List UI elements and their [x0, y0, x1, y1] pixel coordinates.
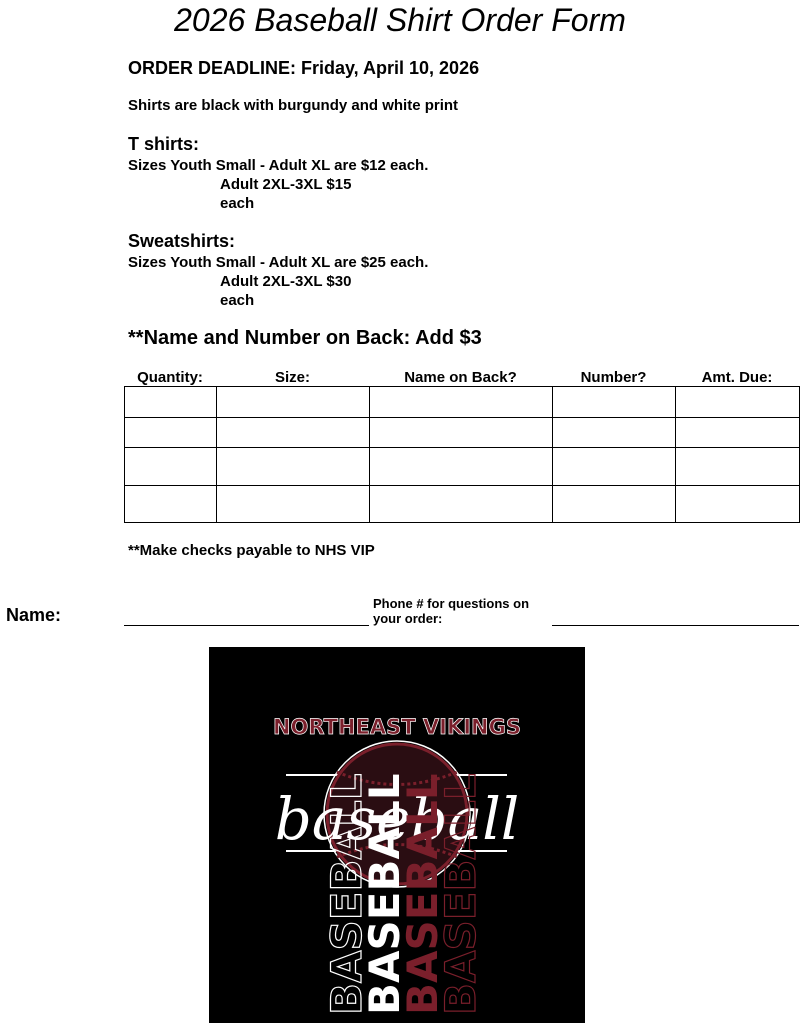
sweatshirts-each: each [220, 292, 255, 309]
table-row [125, 418, 800, 448]
team-name: NORTHEAST VIKINGS [272, 715, 522, 739]
number-cell[interactable] [553, 448, 676, 486]
size-cell[interactable] [217, 486, 370, 523]
vertical-word-outline-white: BASEBALL [322, 773, 371, 1015]
size-cell[interactable] [217, 448, 370, 486]
table-row [125, 448, 800, 486]
amount-due-cell[interactable] [676, 387, 800, 418]
script-baseball: baseball [274, 785, 520, 853]
checks-note: **Make checks payable to NHS VIP [128, 542, 375, 559]
shirt-design-graphic [209, 647, 585, 1023]
tshirts-heading: T shirts: [128, 134, 200, 154]
tshirts-each: each [220, 195, 255, 212]
col-quantity: Quantity: [137, 369, 203, 386]
sweatshirts-heading: Sweatshirts: [128, 231, 236, 251]
page-title: 2026 Baseball Shirt Order Form [174, 2, 626, 38]
quantity-cell[interactable] [125, 486, 217, 523]
name-on-back-cell[interactable] [370, 418, 553, 448]
number-cell[interactable] [553, 486, 676, 523]
table-row [125, 387, 800, 418]
number-cell[interactable] [553, 418, 676, 448]
sweatshirts-plus-price: Adult 2XL-3XL $30 [220, 273, 352, 290]
col-number: Number? [580, 369, 647, 386]
col-amount-due: Amt. Due: [701, 369, 773, 386]
name-label: Name: [6, 605, 62, 625]
tshirts-price-line: Sizes Youth Small - Adult XL are $12 each. [128, 157, 429, 174]
vertical-word-solid-white: BASEBALL [360, 773, 409, 1015]
shirt-description: Shirts are black with burgundy and white print [128, 97, 459, 114]
tshirts-plus-price: Adult 2XL-3XL $15 [220, 176, 352, 193]
sweatshirts-price-line: Sizes Youth Small - Adult XL are $25 each. [128, 254, 429, 271]
quantity-cell[interactable] [125, 418, 217, 448]
size-cell[interactable] [217, 387, 370, 418]
col-size: Size: [274, 369, 310, 386]
vertical-word-outline-burgundy: BASEBALL [436, 773, 485, 1015]
size-cell[interactable] [217, 418, 370, 448]
name-field-line[interactable] [124, 625, 369, 626]
phone-field-line[interactable] [552, 625, 799, 626]
order-table [124, 386, 800, 523]
order-deadline: ORDER DEADLINE: Friday, April 10, 2026 [128, 58, 480, 78]
phone-label: Phone # for questions on your order: [373, 596, 530, 626]
name-number-note: **Name and Number on Back: Add $3 [128, 327, 482, 349]
table-row [125, 486, 800, 523]
amount-due-cell[interactable] [676, 448, 800, 486]
amount-due-cell[interactable] [676, 486, 800, 523]
name-on-back-cell[interactable] [370, 387, 553, 418]
shirt-design-image [209, 647, 585, 1023]
col-name-on-back: Name on Back? [404, 369, 517, 386]
quantity-cell[interactable] [125, 448, 217, 486]
name-on-back-cell[interactable] [370, 486, 553, 523]
quantity-cell[interactable] [125, 387, 217, 418]
vertical-word-burgundy: BASEBALL [398, 773, 447, 1015]
amount-due-cell[interactable] [676, 418, 800, 448]
name-on-back-cell[interactable] [370, 448, 553, 486]
number-cell[interactable] [553, 387, 676, 418]
